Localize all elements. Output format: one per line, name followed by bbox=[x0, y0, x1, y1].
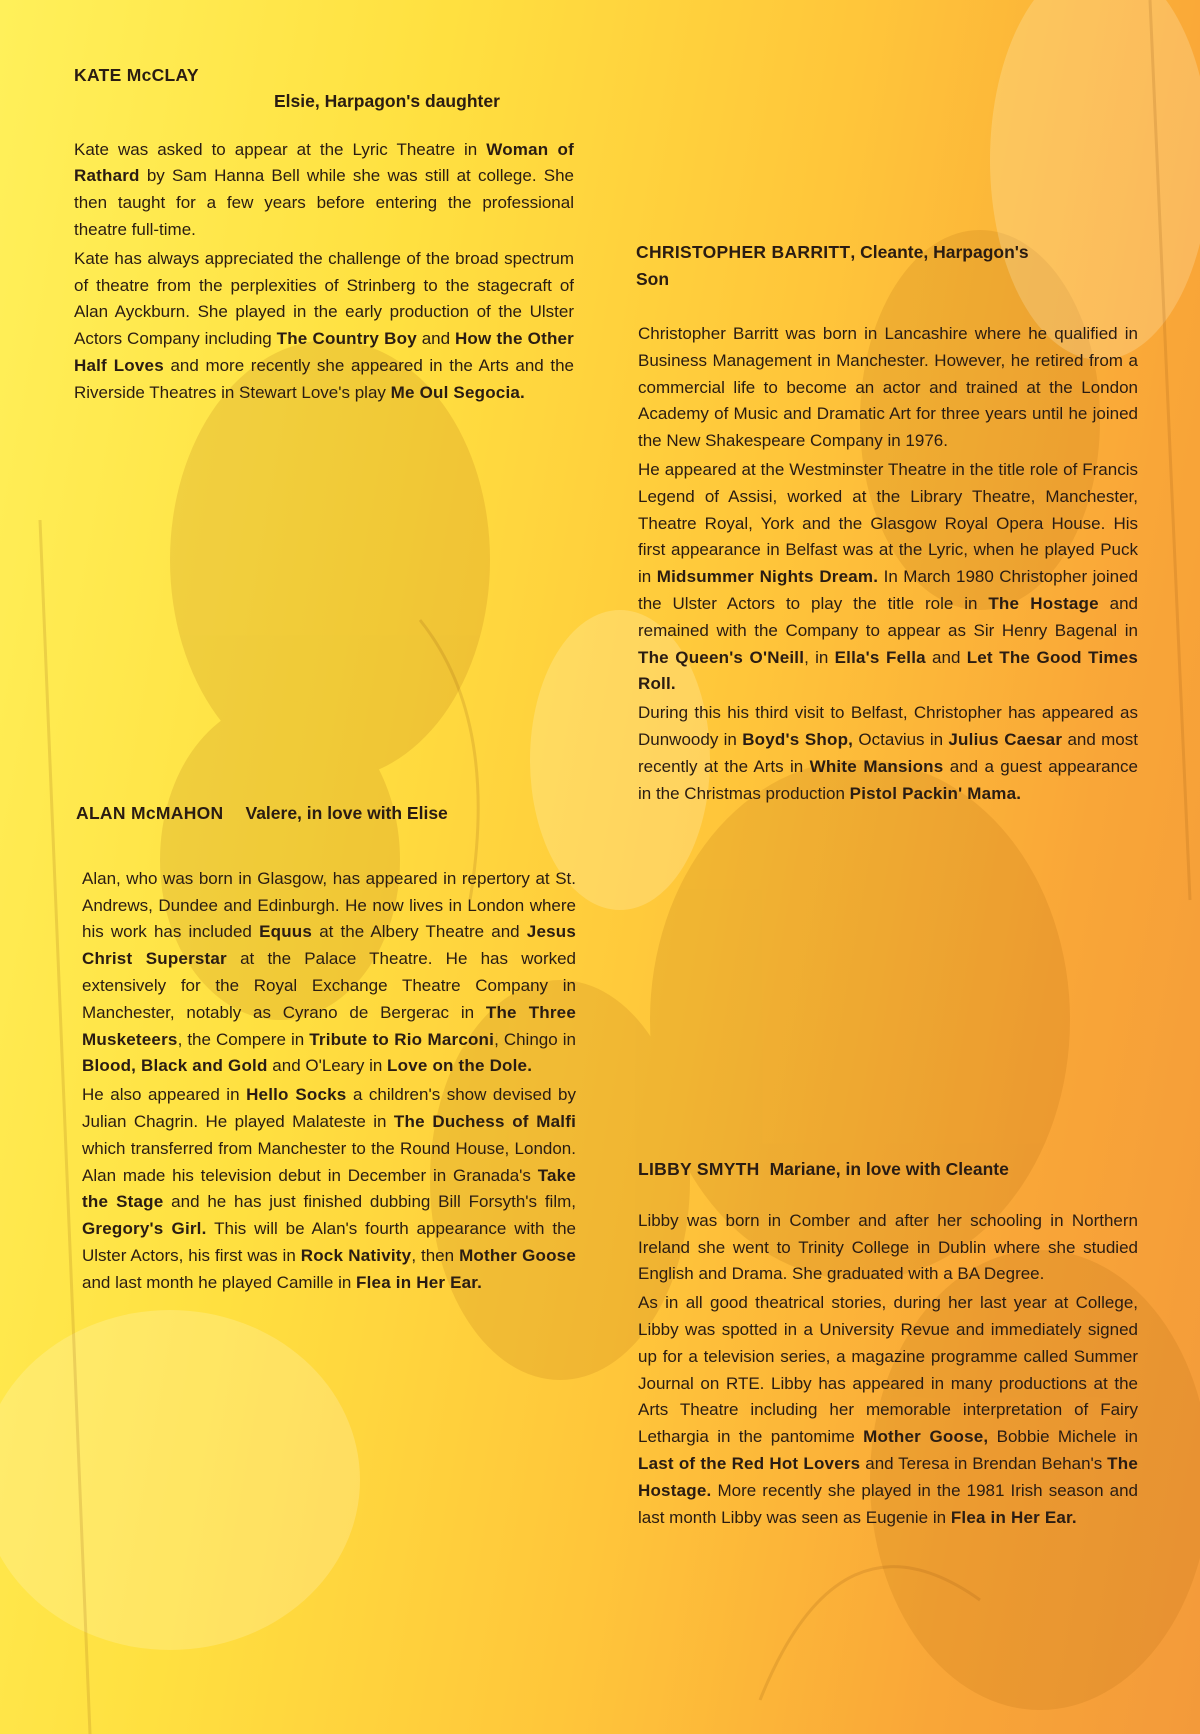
production-title: The Hostage. bbox=[638, 1453, 1138, 1500]
text-run: and last month he played Camille in bbox=[82, 1272, 357, 1292]
production-title: Midsummer Nights Dream. bbox=[656, 567, 879, 587]
production-title: Rock Nativity bbox=[300, 1245, 412, 1265]
text-run: This will be Alan's fourth appearance with the Ulster Actors, his first was in bbox=[82, 1219, 576, 1265]
bio-name: KATE McCLAY bbox=[74, 65, 199, 85]
production-title: Me Oul Segocia. bbox=[390, 382, 525, 402]
bio-role: Mariane, in love with Cleante bbox=[769, 1159, 1009, 1179]
production-title: The Hostage bbox=[988, 593, 1099, 613]
production-title: Flea in Her Ear. bbox=[356, 1272, 483, 1292]
text-run: which transferred from Manchester to the Round House, London. Alan made his television debut in December in Granada's bbox=[82, 1138, 576, 1185]
text-run: Libby was born in Comber and after her schooling in Northern Ireland she went to Trinity College in Dublin where she studied English and Drama. She graduated with a BA Degree. bbox=[638, 1210, 1138, 1284]
bio-paragraph bbox=[638, 1290, 1138, 1531]
production-title: Gregory's Girl. bbox=[82, 1219, 207, 1239]
text-run: , then bbox=[411, 1245, 460, 1265]
production-title: Let The Good Times Roll. bbox=[638, 647, 1139, 694]
production-title: Take the Stage bbox=[82, 1165, 576, 1212]
production-title: The Duchess of Malfi bbox=[393, 1111, 576, 1131]
text-run: at the Palace Theatre. He has worked extensively for the Royal Exchange Theatre Company in Manchester, notably as Cyrano de Bergerac in bbox=[82, 949, 577, 1022]
text-run: and more recently she appeared in the Arts and the Riverside Theatres in Stewart Love's play bbox=[74, 355, 574, 402]
text-run: at the Albery Theatre and bbox=[312, 922, 527, 942]
production-title: Boyd's Shop, bbox=[742, 729, 854, 749]
text-run: Christopher Barritt was born in Lancashire where he qualified in Business Management in Manchester. However, he retired from a commercial life to become an actor and trained at the London Academy of Music and Dramatic Art for three years until he joined the New Shakespeare Company in 1976. bbox=[638, 324, 1138, 451]
production-title: Hello Socks bbox=[246, 1085, 347, 1105]
bio-role: Valere, in love with Elise bbox=[245, 803, 448, 823]
production-title: Blood, Black and Gold bbox=[82, 1056, 268, 1076]
text-run: a children's show devised by Julian Chagrin. He played Malateste in bbox=[82, 1085, 576, 1131]
bio-christopher-barritt bbox=[636, 239, 1138, 807]
production-title: Julius Caesar bbox=[948, 729, 1063, 749]
text-run: , in bbox=[804, 647, 835, 667]
text-run: , the Compere in bbox=[177, 1029, 310, 1049]
text-run: and Teresa in Brendan Behan's bbox=[860, 1453, 1108, 1473]
bio-heading bbox=[638, 1156, 1138, 1184]
production-title: Jesus Christ Superstar bbox=[82, 922, 576, 969]
production-title: The Queen's O'Neill bbox=[638, 647, 805, 667]
production-title: Love on the Dole. bbox=[387, 1056, 533, 1076]
text-run: and most recently at the Arts in bbox=[638, 729, 1138, 776]
production-title: Mother Goose, bbox=[863, 1427, 989, 1447]
text-run: and bbox=[416, 329, 455, 349]
bio-text bbox=[636, 321, 1138, 807]
production-title: Woman of Rathard bbox=[74, 139, 574, 186]
bio-role: Elsie, Harpagon's daughter bbox=[274, 90, 500, 111]
bio-role: , Cleante, Harpagon's Son bbox=[636, 242, 1029, 289]
text-run: Bobbie Michele in bbox=[988, 1427, 1138, 1447]
bio-paragraph bbox=[638, 457, 1138, 698]
text-run: Kate was asked to appear at the Lyric Theatre in bbox=[74, 139, 487, 159]
bio-paragraph bbox=[638, 321, 1138, 455]
bio-heading bbox=[76, 800, 576, 828]
bio-libby-smyth bbox=[638, 1156, 1138, 1531]
bio-paragraph bbox=[638, 1208, 1138, 1288]
bio-paragraph bbox=[74, 246, 574, 407]
bio-kate-mcclay bbox=[74, 62, 574, 407]
text-run: and bbox=[925, 647, 967, 667]
bio-paragraph bbox=[638, 700, 1138, 807]
text-run: Octavius in bbox=[853, 729, 949, 749]
text-run: Alan, who was born in Glasgow, has appeared in repertory at St. Andrews, Dundee and Edinburgh. He now lives in London where his work has included bbox=[82, 868, 576, 942]
production-title: The Three Musketeers bbox=[82, 1002, 576, 1049]
text-run: and a guest appearance in the Christmas production bbox=[638, 756, 1138, 803]
bio-text bbox=[638, 1208, 1138, 1532]
production-title: Ella's Fella bbox=[834, 647, 926, 667]
production-title: Pistol Packin' Mama. bbox=[849, 783, 1022, 803]
text-run: In March 1980 Christopher joined the Ulster Actors to play the title role in bbox=[638, 567, 1138, 613]
text-run: He appeared at the Westminster Theatre in the title role of Francis Legend of Assisi, worked at the Library Theatre, Manchester, Theatre Royal, York and the Glasgow Royal Opera House. His first appearance in Belfast was at the Lyric, when he played Puck in bbox=[638, 459, 1138, 587]
text-run: and O'Leary in bbox=[267, 1056, 388, 1076]
bio-paragraph bbox=[74, 137, 574, 244]
production-title: White Mansions bbox=[809, 756, 944, 776]
text-run: More recently she played in the 1981 Irish season and last month Libby was seen as Eugenie in bbox=[638, 1480, 1138, 1527]
bio-paragraph bbox=[82, 866, 576, 1080]
production-title: Tribute to Rio Marconi bbox=[309, 1029, 495, 1049]
production-title: Last of the Red Hot Lovers bbox=[638, 1453, 861, 1473]
text-run: by Sam Hanna Bell while she was still at college. She then taught for a few years before entering the professional theatre full-time. bbox=[74, 166, 574, 239]
production-title: Equus bbox=[259, 922, 313, 942]
bio-name: CHRISTOPHER BARRITT bbox=[636, 242, 851, 262]
text-run: As in all good theatrical stories, during her last year at College, Libby was spotted in a University Revue and immediately signed up for a television series, a magazine programme called Summer Journal on RTE. Libby has appeared in many productions at the Arts Theatre including her memorable interpretation of Fairy Lethargia in the pantomime bbox=[638, 1293, 1138, 1447]
production-title: Flea in Her Ear. bbox=[950, 1507, 1077, 1527]
bio-text bbox=[76, 866, 576, 1297]
bio-text bbox=[74, 137, 574, 407]
bio-paragraph bbox=[82, 1082, 576, 1296]
bio-alan-mcmahon bbox=[76, 800, 576, 1297]
text-run: , Chingo in bbox=[494, 1029, 576, 1049]
bio-name: ALAN McMAHON bbox=[76, 803, 224, 823]
production-title: Mother Goose bbox=[459, 1245, 576, 1265]
production-title: The Country Boy bbox=[276, 329, 417, 349]
text-run: Kate has always appreciated the challenge of the broad spectrum of theatre from the perplexities of Strinberg to the stagecraft of Alan Ayckburn. She played in the early production of the Ulster Actors Company including bbox=[74, 248, 574, 349]
text-run: During this his third visit to Belfast, Christopher has appeared as Dunwoody in bbox=[638, 703, 1138, 749]
bio-name: LIBBY SMYTH bbox=[638, 1159, 760, 1179]
text-run: and remained with the Company to appear as Sir Henry Bagenal in bbox=[638, 593, 1138, 640]
production-title: How the Other Half Loves bbox=[74, 329, 574, 375]
text-run: and he has just finished dubbing Bill Forsyth's film, bbox=[163, 1192, 576, 1212]
text-run: He also appeared in bbox=[82, 1085, 247, 1105]
bio-heading bbox=[636, 239, 1036, 293]
